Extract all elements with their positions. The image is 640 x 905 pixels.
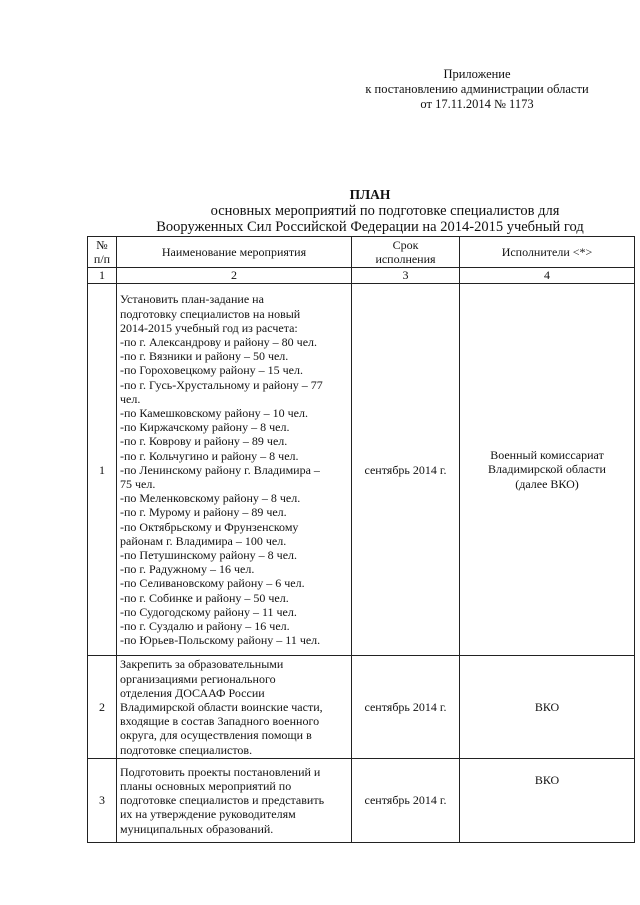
row-term: сентябрь 2014 г. <box>352 758 460 842</box>
header-term: Срок исполнения <box>352 237 460 268</box>
row-term: сентябрь 2014 г. <box>352 656 460 758</box>
column-number: 3 <box>352 268 460 284</box>
cell-text-line: -по Петушинскому району – 8 чел. <box>120 548 298 563</box>
cell-text-line: входящие в состав Западного военного <box>120 714 320 729</box>
row-number: 2 <box>88 656 117 758</box>
cell-text-line: -по г. Гусь-Хрустальному и району – 77 <box>120 377 323 392</box>
row-executor <box>460 656 635 758</box>
cell-text-line: Владимирской области воинские части, <box>120 700 323 715</box>
cell-text-line: подготовку специалистов на новый <box>120 306 301 321</box>
cell-text-line: -по г. Радужному – 16 чел. <box>120 562 255 577</box>
cell-text-line: -по Юрьев-Польскому району – 11 чел. <box>120 633 321 648</box>
column-number: 1 <box>88 268 117 284</box>
plan-table <box>87 236 635 843</box>
cell-text-line: -по Октябрьскому и Фрунзенскому <box>120 519 299 534</box>
column-number: 4 <box>460 268 635 284</box>
cell-text-line: организациями регионального <box>120 671 276 686</box>
cell-text-line: -по г. Собинке и району – 50 чел. <box>120 590 289 605</box>
cell-text-line: чел. <box>120 391 141 406</box>
cell-text-line: -по г. Суздалю и району – 16 чел. <box>120 619 290 634</box>
row-description <box>117 758 352 842</box>
table-row <box>88 284 635 656</box>
cell-text-line: ВКО <box>534 772 560 787</box>
cell-text-line: 75 чел. <box>120 477 156 491</box>
appendix-label: Приложение <box>443 67 511 81</box>
row-number: 1 <box>88 284 117 656</box>
cell-text-line: -по Ленинскому району г. Владимира – <box>120 462 320 477</box>
cell-text-line: подготовке специалистов. <box>120 742 253 757</box>
cell-text-line: муниципальных образований. <box>120 821 274 836</box>
cell-text-line: 2014-2015 учебный год из расчета: <box>120 320 298 335</box>
row-number: 3 <box>88 758 117 842</box>
cell-text-line: ВКО <box>534 700 560 715</box>
cell-text-line: подготовке специалистов и представить <box>120 793 325 808</box>
cell-text-line: отделения ДОСААФ России <box>120 685 265 700</box>
cell-text-line: -по г. Вязники и району – 50 чел. <box>120 349 289 364</box>
cell-text-line: -по Камешковскому району – 10 чел. <box>120 405 308 420</box>
table-row <box>88 656 635 758</box>
cell-text-line: -по г. Мурому и району – 89 чел. <box>120 505 287 520</box>
cell-text-line: -по г. Кольчугино и району – 8 чел. <box>120 448 299 463</box>
row-term: сентябрь 2014 г. <box>352 284 460 656</box>
row-executor <box>460 284 635 656</box>
cell-text-line: -по г. Коврову и району – 89 чел. <box>120 434 288 449</box>
appendix-reference <box>352 67 602 112</box>
cell-text-line: -по Судогодскому району – 11 чел. <box>120 604 297 619</box>
cell-text-line: (далее ВКО) <box>515 476 579 491</box>
cell-text-line: -по Киржачскому району – 8 чел. <box>120 420 290 435</box>
header-executors: Исполнители <*> <box>460 237 635 268</box>
appendix-decree: к постановлению администрации области <box>365 82 589 96</box>
cell-text-line: Владимирской области <box>488 462 606 477</box>
header-name: Наименование мероприятия <box>117 237 352 268</box>
cell-text-line: их на утверждение руководителям <box>120 807 296 822</box>
table-row <box>88 758 635 842</box>
title-plan: ПЛАН <box>349 187 391 202</box>
cell-text-line: Подготовить проекты постановлений и <box>120 764 321 779</box>
cell-text-line: районам г. Владимира – 100 чел. <box>120 533 287 548</box>
cell-text-line: Военный комиссариат <box>490 448 604 463</box>
cell-text-line: Закрепить за образовательными <box>120 657 284 672</box>
row-description <box>117 284 352 656</box>
table-header-row <box>88 237 635 268</box>
row-description <box>117 656 352 758</box>
cell-text-line: -по г. Александрову и району – 80 чел. <box>120 334 318 349</box>
row-executor <box>460 758 635 842</box>
column-number-row <box>88 268 635 284</box>
title-subtitle-1: основных мероприятий по подготовке специалистов для <box>210 203 560 219</box>
cell-text-line: планы основных мероприятий по <box>120 779 292 794</box>
header-num: № п/п <box>88 237 117 268</box>
cell-text-line: округа, для осуществления помощи в <box>120 728 312 743</box>
cell-text-line: -по Меленковскому району – 8 чел. <box>120 491 301 506</box>
appendix-date: от 17.11.2014 № 1173 <box>420 97 534 111</box>
title-subtitle-2: Вооруженных Сил Российской Федерации на 2014-2015 учебный год <box>156 219 584 235</box>
cell-text-line: Установить план-задание на <box>120 292 264 307</box>
cell-text-line: -по Гороховецкому району – 15 чел. <box>120 363 303 378</box>
document-title <box>100 187 640 235</box>
cell-text-line: -по Селивановскому району – 6 чел. <box>120 576 305 591</box>
column-number: 2 <box>117 268 352 284</box>
